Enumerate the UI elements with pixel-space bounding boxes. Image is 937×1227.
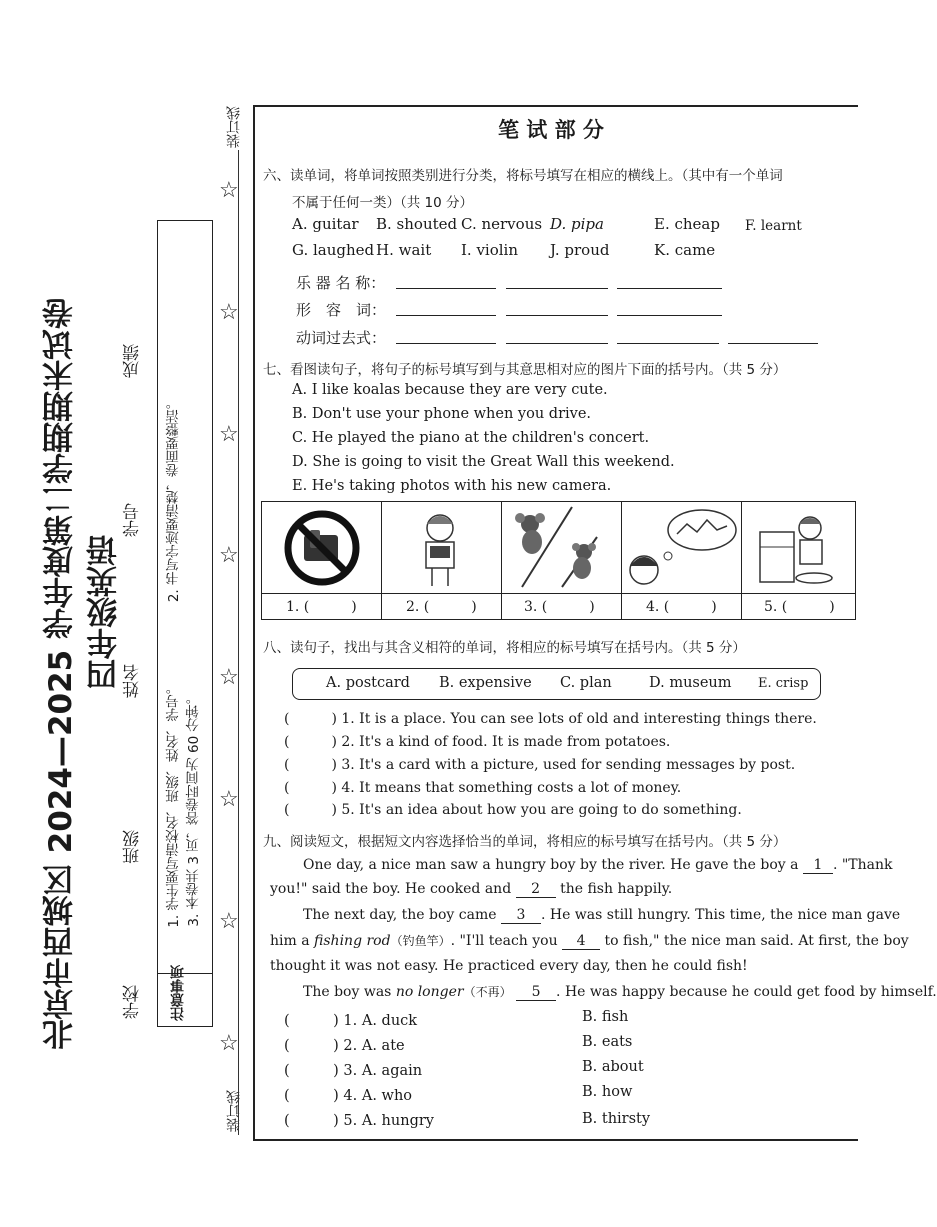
q6-category-adjectives: 形 容 词： [296,301,387,319]
q6-title-cont: 不属于任何一类）（共 10 分） [292,195,474,211]
notes-box [157,220,213,1027]
q9-title: 九、阅读短文，根据短文内容选择恰当的单词，将相应的标号填写在括号内。（共 5 分） [263,834,787,850]
picture-label: 1. ( ) [286,599,357,615]
q9-passage-line: The next day, the boy came 3 . He was still hungry. This time, the nice man gave [303,907,901,923]
q9-passage-line: him a fishing rod（钓鱼竿）. "I'll teach you 4 to fish," the nice man said. At first, the boy [270,933,909,949]
q7-sentence: C. He played the piano at the children's concert. [292,430,650,446]
note-2: 2. 书写字迹要清楚，卷面要整洁。 [166,396,182,603]
q9-passage-line: thought it was not easy. He practiced every day, then he could fish! [270,958,748,974]
answer-blank[interactable] [396,315,496,316]
q7-picture-table [261,501,856,620]
q7-sentence: D. She is going to visit the Great Wall this weekend. [292,454,675,470]
blank-1: 1 [803,857,833,874]
q7-sentence: B. Don't use your phone when you drive. [292,406,592,422]
q9-choice-a[interactable]: ( ) 4. A. who [284,1088,413,1104]
blank-4: 4 [562,933,600,950]
answer-blank[interactable] [396,343,496,344]
picture-label: 2. ( ) [406,599,477,615]
picture-cell [502,502,622,619]
q8-item[interactable]: ( ) 3. It's a card with a picture, used for sending messages by post. [284,757,796,773]
q9-passage-line: you!" said the boy. He cooked and 2 the fish happily. [270,881,673,897]
q8-word-box [292,668,821,700]
field-class-label: 班级 [123,830,143,864]
star-icon: ☆ [219,1031,239,1056]
q6-option: C. nervous [461,215,543,233]
exam-title: 北京市西城区 2024—2025 学年度第二学期期末试卷 [43,298,79,1051]
star-icon: ☆ [219,543,239,568]
q9-choice-a[interactable]: ( ) 1. A. duck [284,1013,418,1029]
field-number-label: 学号 [123,503,143,537]
answer-blank[interactable] [396,288,496,289]
q8-item[interactable]: ( ) 2. It's a kind of food. It is made from potatoes. [284,734,671,750]
answer-blank[interactable] [506,315,608,316]
q6-option: A. guitar [292,215,359,233]
picture-cell [622,502,742,619]
note-3: 3. 本卷共 3 页，答卷时间为 60 分钟。 [186,691,202,927]
q6-option: J. proud [550,241,610,259]
picture-label: 5. ( ) [764,599,835,615]
picture-label: 3. ( ) [524,599,595,615]
q8-title: 八、读句子，找出与其含义相符的单词，将相应的标号填写在括号内。（共 5 分） [263,640,746,656]
star-icon: ☆ [219,178,239,203]
q6-title: 六、读单词，将单词按照类别进行分类，将标号填写在相应的横线上。（其中有一个单词 [263,168,783,184]
picture-cell [262,502,382,619]
q7-sentence: A. I like koalas because they are very cute. [292,382,608,398]
q9-choice-a[interactable]: ( ) 5. A. hungry [284,1113,434,1129]
answer-blank[interactable] [728,343,818,344]
no-phone-driving-icon [262,502,381,593]
q6-category-instruments: 乐 器 名 称： [296,274,386,292]
star-icon: ☆ [219,300,239,325]
star-icon: ☆ [219,422,239,447]
q8-word: A. postcard [326,675,410,691]
binding-label-top: 装订线 [226,106,242,148]
binding-label-bottom: 装订线 [226,1090,242,1132]
q9-choice-a[interactable]: ( ) 3. A. again [284,1063,423,1079]
section-header: 笔 试 部 分 [498,118,604,142]
q6-option: F. learnt [745,218,802,234]
q9-choice-b[interactable]: B. fish [582,1009,629,1025]
no-longer-term: no longer [395,984,464,1000]
field-school-label: 学校 [123,985,143,1019]
q8-item[interactable]: ( ) 1. It is a place. You can see lots of old and interesting things there. [284,711,817,727]
q6-category-past-verbs: 动词过去式： [296,329,387,347]
picture-cell [742,502,856,619]
blank-3: 3 [501,907,541,924]
q8-word: E. crisp [758,676,809,691]
notes-header: 注意事项 [170,965,186,1021]
boy-piano-icon [742,502,855,593]
picture-cell [382,502,502,619]
picture-label: 4. ( ) [646,599,717,615]
q9-passage-line: One day, a nice man saw a hungry boy by the river. He gave the boy a 1 . "Thank [303,857,893,873]
blank-2: 2 [516,881,556,898]
q6-option: K. came [654,241,716,259]
q9-choice-b[interactable]: B. about [582,1059,644,1075]
q8-word: D. museum [649,675,732,691]
q9-choice-b[interactable]: B. thirsty [582,1111,651,1127]
answer-blank[interactable] [506,288,608,289]
q9-choice-b[interactable]: B. how [582,1084,633,1100]
q8-word: C. plan [560,675,612,691]
binding-line [238,150,239,1135]
fishing-rod-term: fishing rod [314,933,391,949]
star-icon: ☆ [219,665,239,690]
q7-title: 七、看图读句子，将句子的标号填写到与其意思相对应的图片下面的括号内。（共 5 分） [263,362,787,378]
q7-sentence: E. He's taking photos with his new camera. [292,478,612,494]
field-score-label: 成绩 [123,344,143,378]
q9-passage-line: The boy was no longer（不再） 5 . He was happy because he could get food by himself. [303,984,937,1000]
q9-choice-b[interactable]: B. eats [582,1034,633,1050]
q8-item[interactable]: ( ) 5. It's an idea about how you are going to do something. [284,802,742,818]
boy-camera-icon [382,502,501,593]
note-1: 1. 学生要写清校名、班级、姓名、学号。 [166,681,182,928]
star-icon: ☆ [219,787,239,812]
q8-item[interactable]: ( ) 4. It means that something costs a lot of money. [284,780,682,796]
q6-option: B. shouted [376,215,458,233]
q6-option: G. laughed [292,241,375,259]
exam-subtitle: 四年级英语 [87,535,123,690]
answer-blank[interactable] [506,343,608,344]
field-name-label: 姓名 [123,664,143,698]
star-icon: ☆ [219,909,239,934]
girl-great-wall-icon [622,502,741,593]
answer-blank[interactable] [617,288,722,289]
q9-choice-a[interactable]: ( ) 2. A. ate [284,1038,405,1054]
answer-blank[interactable] [617,315,722,316]
koala-icon [502,502,621,593]
q6-option: E. cheap [654,215,720,233]
q6-option: I. violin [461,241,519,259]
q6-option: H. wait [376,241,432,259]
q8-word: B. expensive [439,675,532,691]
q6-option: D. pipa [550,215,604,233]
blank-5: 5 [516,984,556,1001]
answer-blank[interactable] [617,343,719,344]
